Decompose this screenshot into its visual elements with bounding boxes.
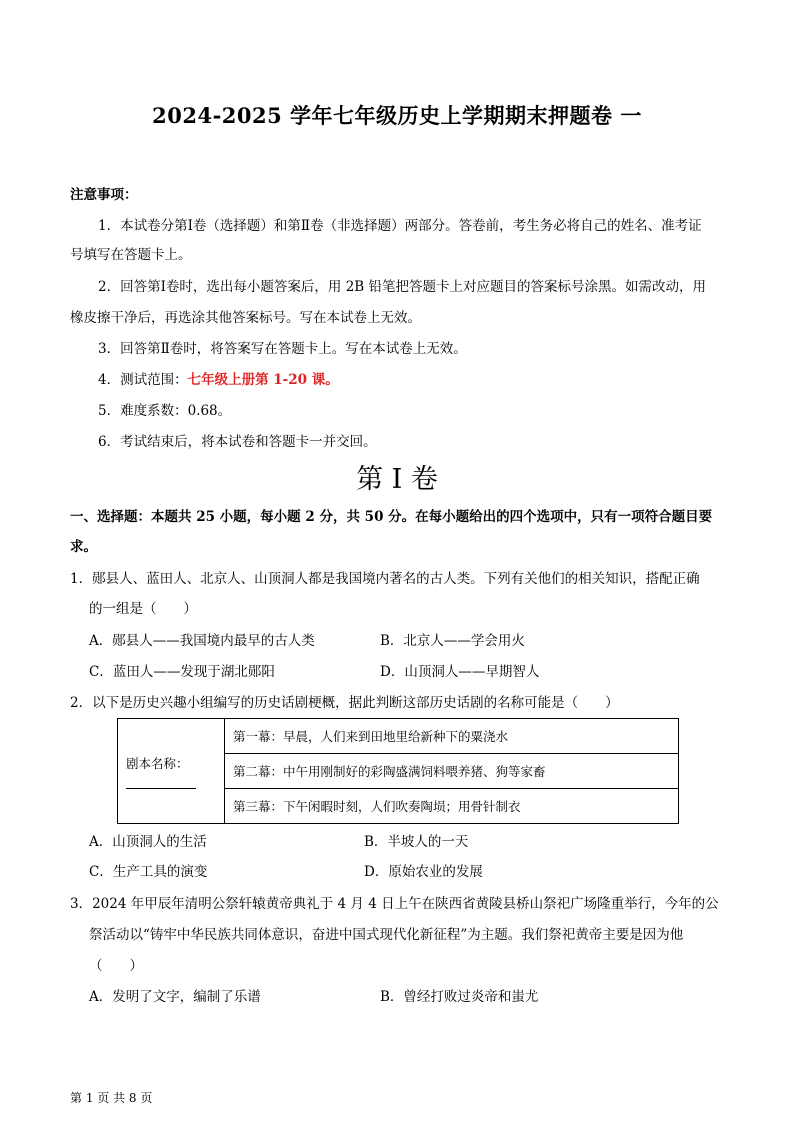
test-range-highlight: 七年级上册第 1-20 课	[187, 372, 326, 388]
notice-item-5: 5．难度系数：0.68。	[98, 403, 232, 419]
q1-option-b: B．北京人——学会用火	[380, 633, 525, 649]
notice-item-2-line-1: 2．回答第Ⅰ卷时，选出每小题答案后，用 2B 铅笔把答题卡上对应题目的答案标号涂黑。如需改动，用	[98, 279, 707, 295]
q2-stem: 2．以下是历史兴趣小组编写的历史话剧梗概，据此判断这部历史话剧的名称可能是（ ）	[70, 695, 619, 711]
q3-stem-line-2: 祭活动以“铸牢中华民族共同体意识，奋进中国式现代化新征程”为主题。我们祭祀黄帝主要是因为他	[89, 927, 684, 943]
act-2-cell: 第二幕：中午用刚制好的彩陶盛满饲料喂养猪、狗等家畜	[225, 754, 679, 789]
table-row	[118, 719, 679, 754]
drama-outline-table	[117, 718, 679, 824]
notice-heading: 注意事项：	[70, 187, 138, 203]
q1-option-c: C．蓝田人——发现于湖北郧阳	[89, 664, 275, 680]
notice-item-1-line-1: 1．本试卷分第Ⅰ卷（选择题）和第Ⅱ卷（非选择题）两部分。答卷前，考生务必将自己的姓名、准考证	[98, 218, 702, 234]
page-footer: 第 1 页 共 8 页	[70, 1091, 153, 1105]
q3-option-a: A．发明了文字，编制了乐谱	[89, 989, 261, 1005]
q1-option-a: A．郧县人——我国境内最早的古人类	[89, 633, 315, 649]
notice-item-4	[98, 370, 339, 390]
q3-stem-line-3: （ ）	[89, 958, 143, 974]
q3-stem-line-1: 3．2024 年甲辰年清明公祭轩辕黄帝典礼于 4 月 4 日上午在陕西省黄陵县桥山祭祀广场隆重举行，今年的公	[70, 896, 719, 912]
q1-stem-line-1: 1．郧县人、蓝田人、北京人、山顶洞人都是我国境内著名的古人类。下列有关他们的相关知识，搭配正确	[70, 571, 700, 587]
q2-option-c: C．生产工具的演变	[89, 864, 208, 880]
section-title: 第 I 卷	[356, 464, 438, 495]
section-intro-line-2: 求。	[70, 539, 97, 555]
exam-title: 2024-2025 学年七年级历史上学期期末押题卷 一	[152, 103, 642, 128]
q2-option-a: A．山顶洞人的生活	[89, 834, 207, 850]
drama-name-label: 剧本名称：	[126, 755, 189, 771]
q1-stem-line-2: 的一组是（ ）	[89, 601, 197, 617]
drama-name-cell	[118, 719, 225, 824]
q2-option-b: B．半坡人的一天	[364, 834, 469, 850]
notice-item-4-suffix: 。	[325, 372, 339, 388]
q1-option-d: D．山顶洞人——早期智人	[380, 664, 540, 680]
notice-item-4-prefix: 4．测试范围：	[98, 372, 188, 388]
notice-item-1-line-2: 号填写在答题卡上。	[70, 247, 192, 263]
notice-item-3: 3．回答第Ⅱ卷时，将答案写在答题卡上。写在本试卷上无效。	[98, 341, 467, 357]
q3-option-b: B．曾经打败过炎帝和蚩尤	[380, 989, 539, 1005]
section-intro-line-1: 一、选择题：本题共 25 小题，每小题 2 分，共 50 分。在每小题给出的四个选项中，只有一项符合题目要	[70, 509, 713, 525]
act-1-cell: 第一幕：早晨，人们来到田地里给新种下的粟浇水	[225, 719, 679, 754]
drama-name-blank	[126, 788, 196, 789]
act-3-cell: 第三幕：下午闲暇时刻，人们吹奏陶埙；用骨针制衣	[225, 789, 679, 824]
notice-item-2-line-2: 橡皮擦干净后，再选涂其他答案标号。写在本试卷上无效。	[70, 310, 421, 326]
notice-item-6: 6．考试结束后，将本试卷和答题卡一并交回。	[98, 434, 377, 450]
q2-option-d: D．原始农业的发展	[364, 864, 483, 880]
